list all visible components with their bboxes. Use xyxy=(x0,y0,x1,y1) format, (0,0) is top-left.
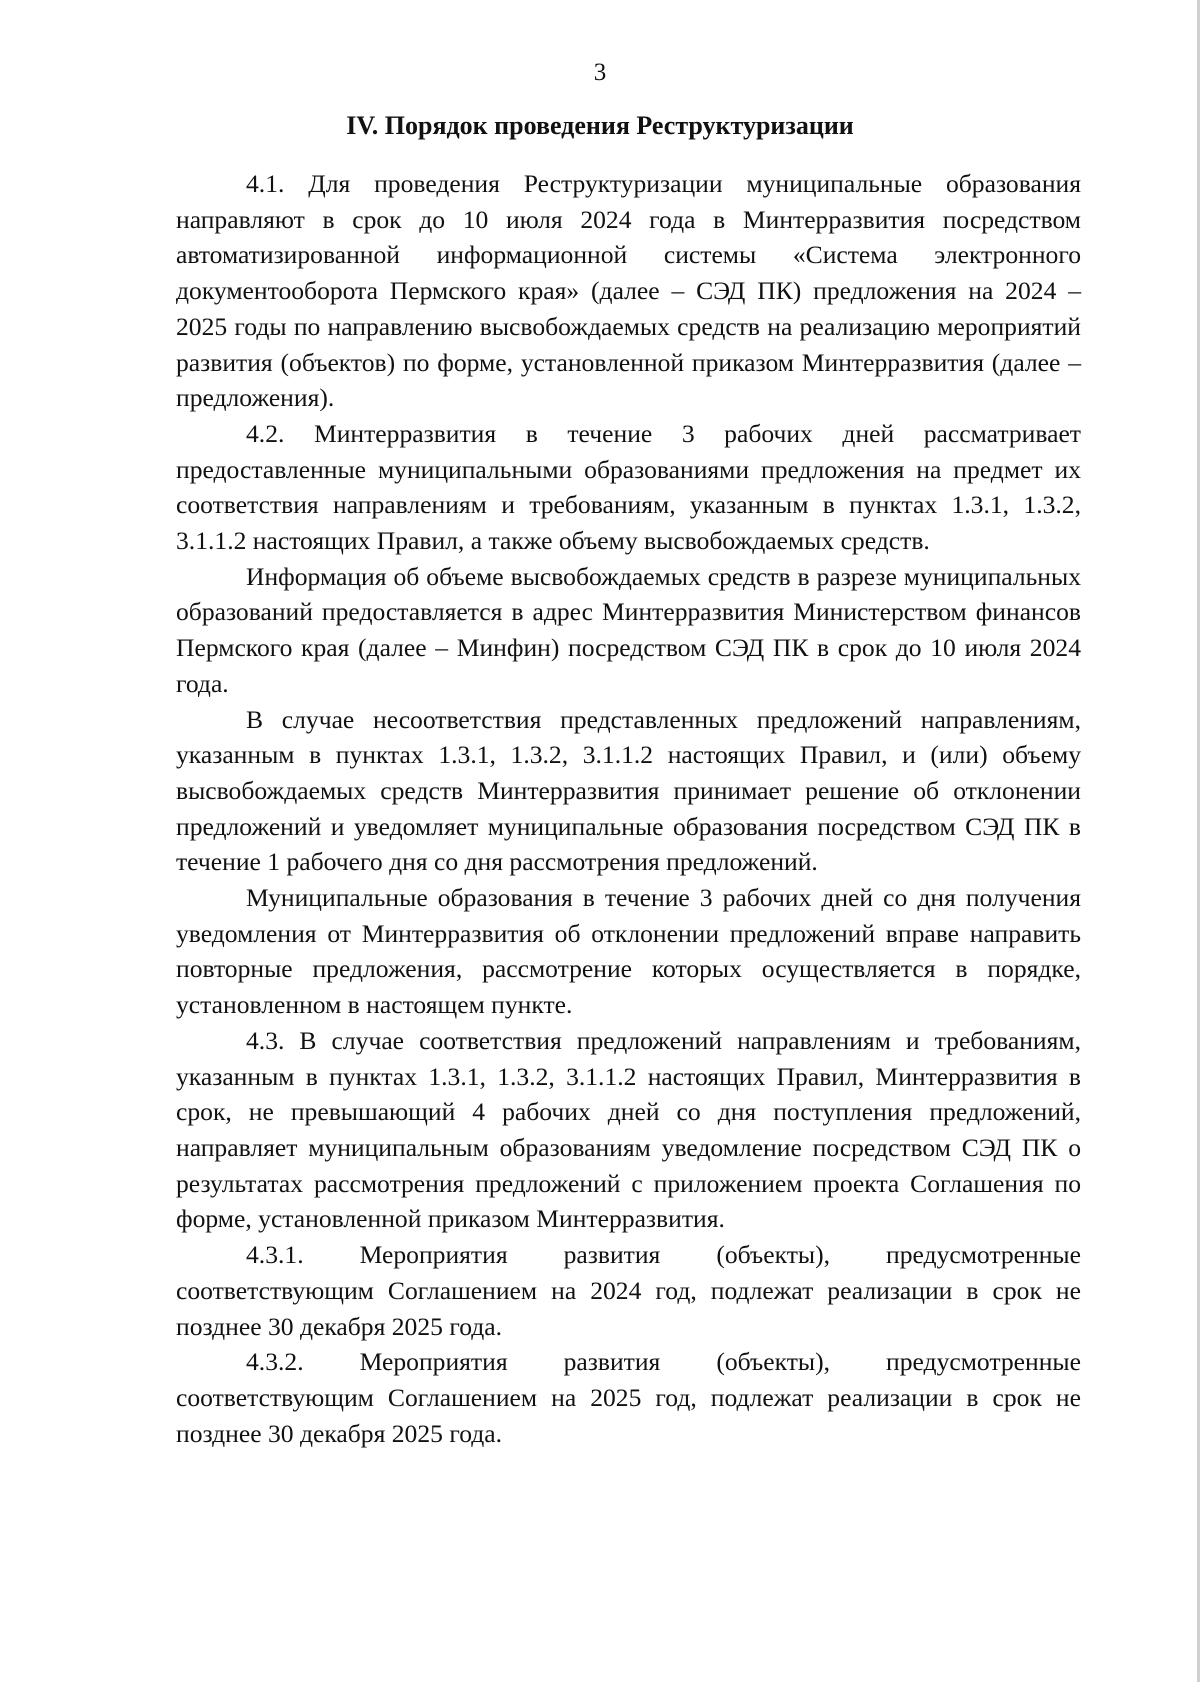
paragraph-4-1: 4.1. Для проведения Реструктуризации муниципальные образования направляют в срок до 10 июля 2024 года в Минтерразвития посредством автоматизированной информационной системы «Система электронного документооборота Пермского края» (далее – СЭД ПК) предложения на 2024 – 2025 годы по направлению высвобождаемых средств на реализацию мероприятий развития (объектов) по форме, установленной приказом Минтерразвития (далее – предложения). xyxy=(176,169,1081,413)
paragraph-rejection: В случае несоответствия представленных предложений направлениям, указанным в пунктах 1.3.1, 1.3.2, 3.1.1.2 настоящих Правил, и (или) объему высвобождаемых средств Минтерразвития принимает решение об отклонении предложений и уведомляет муниципальные образования посредством СЭД ПК в течение 1 рабочего дня со дня рассмотрения предложений. xyxy=(176,704,1081,877)
paragraph-4-3-1: 4.3.1. Мероприятия развития (объекты), предусмотренные соответствующим Соглашением на 2024 год, подлежат реализации в срок не позднее 30 декабря 2025 года. xyxy=(176,1240,1081,1341)
paragraph-4-3: 4.3. В случае соответствия предложений направлениям и требованиям, указанным в пунктах 1.3.1, 1.3.2, 3.1.1.2 настоящих Правил, Минтерразвития в срок, не превышающий 4 рабочих дней со дня поступления предложений, направляет муниципальным образованиям уведомление посредством СЭД ПК о результатах рассмотрения предложений с приложением проекта Соглашения по форме, установленной приказом Минтерразвития. xyxy=(176,1025,1081,1234)
paragraph-minfin-information: Информация об объеме высвобождаемых средств в разрезе муниципальных образований предоставляется в адрес Минтерразвития Министерством финансов Пермского края (далее – Минфин) посредством СЭД ПК в срок до 10 июля 2024 года. xyxy=(176,561,1081,698)
paragraph-4-3-2: 4.3.2. Мероприятия развития (объекты), предусмотренные соответствующим Соглашением на 2025 год, подлежат реализации в срок не позднее 30 декабря 2025 года. xyxy=(176,1347,1081,1448)
paragraph-resubmission: Муниципальные образования в течение 3 рабочих дней со дня получения уведомления от Минтерразвития об отклонении предложений вправе направить повторные предложения, рассмотрение которых осуществляется в порядке, установленном в настоящем пункте. xyxy=(176,883,1081,1020)
paragraph-4-2: 4.2. Минтерразвития в течение 3 рабочих дней рассматривает предоставленные муниципальными образованиями предложения на предмет их соответствия направлениям и требованиям, указанным в пунктах 1.3.1, 1.3.2, 3.1.1.2 настоящих Правил, а также объему высвобождаемых средств. xyxy=(176,418,1081,556)
section-title: IV. Порядок проведения Реструктуризации xyxy=(346,111,854,140)
document-body xyxy=(176,166,1081,1451)
page-number: 3 xyxy=(593,59,607,86)
